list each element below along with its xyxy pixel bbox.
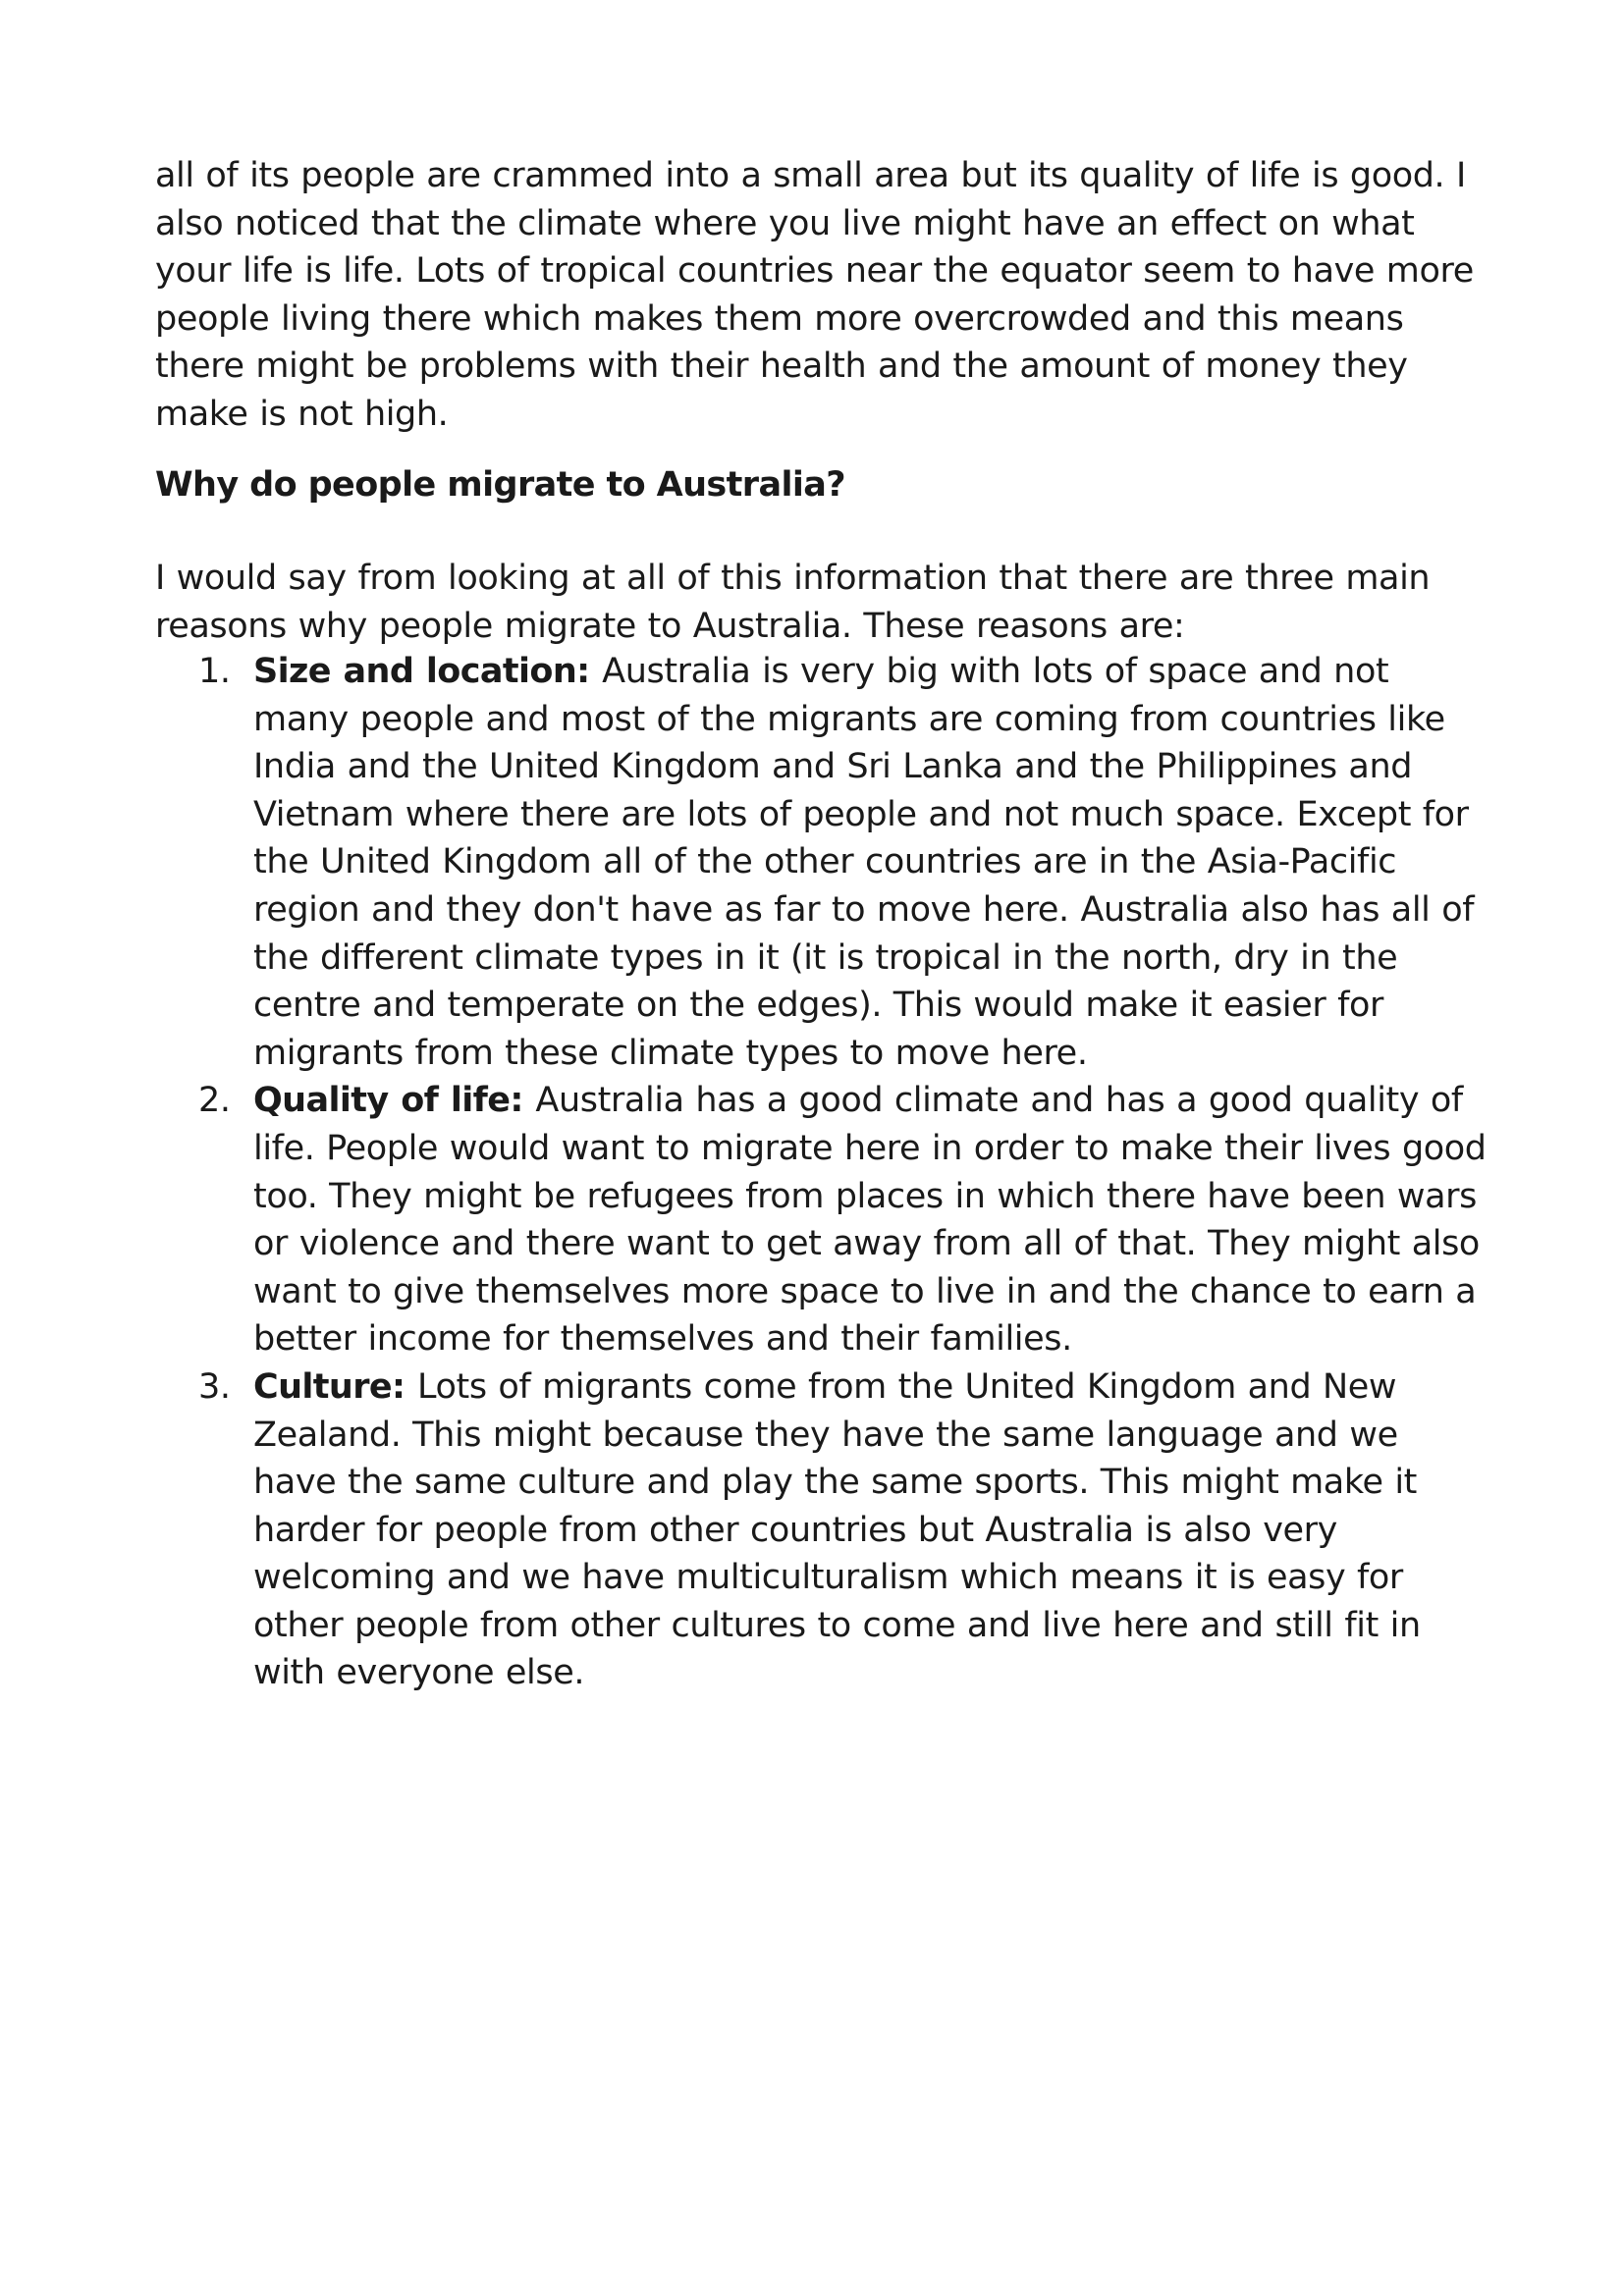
reason-item-quality-of-life [155, 1077, 1490, 1363]
section-heading: Why do people migrate to Australia? [155, 465, 845, 505]
reason-text: Australia has a good climate and has a good quality of life. People would want to migrate here in order to make their lives good too. They might be refugees from places in which there have been wars or violence and there want to get away from all of that. They might also want to give themselves more space to live in and the chance to earn a better income for themselves and their families. [253, 1081, 1487, 1360]
reason-text: Lots of migrants come from the United Kingdom and New Zealand. This might because they have the same language and we have the same culture and play the same sports. This might make it harder for people from other countries but Australia is also very welcoming and we have multiculturalism which means it is easy for other people from other cultures to come and live here and still fit in with everyone else. [253, 1366, 1421, 1693]
intro-paragraph: I would say from looking at all of this information that there are three main reasons why people migrate to Australia. These reasons are: [155, 559, 1431, 646]
reasons-list [155, 648, 1490, 1697]
reason-text: Australia is very big with lots of space and not many people and most of the migrants are coming from countries like India and the United Kingdom and Sri Lanka and the Philippines and Vietnam where there are lots of people and not much space. Except for the United Kingdom all of the other countries are in the Asia-Pacific region and they don't have as far to move here. Australia also has all of the different climate types in it (it is tropical in the north, dry in the centre and temperate on the edges). This would make it easier for migrants from these climate types to move here. [253, 652, 1475, 1073]
reason-item-culture [155, 1363, 1490, 1697]
reason-item-size-location [155, 648, 1490, 1077]
opening-paragraph: all of its people are crammed into a small area but its quality of life is good. I also noticed that the climate where you live might have an effect on what your life is life. Lots of tropical countries near the equator seem to have more people living there which makes them more overcrowded and this means there might be problems with their health and the amount of money they make is not high. [155, 156, 1474, 434]
reason-title: Size and location: [253, 652, 603, 691]
reason-number: 1. [198, 652, 231, 691]
reason-title: Culture: [253, 1366, 418, 1407]
document-page [155, 152, 1490, 1693]
reason-number: 3. [198, 1366, 231, 1407]
reason-number: 2. [198, 1081, 231, 1121]
reason-title: Quality of life: [253, 1081, 536, 1121]
